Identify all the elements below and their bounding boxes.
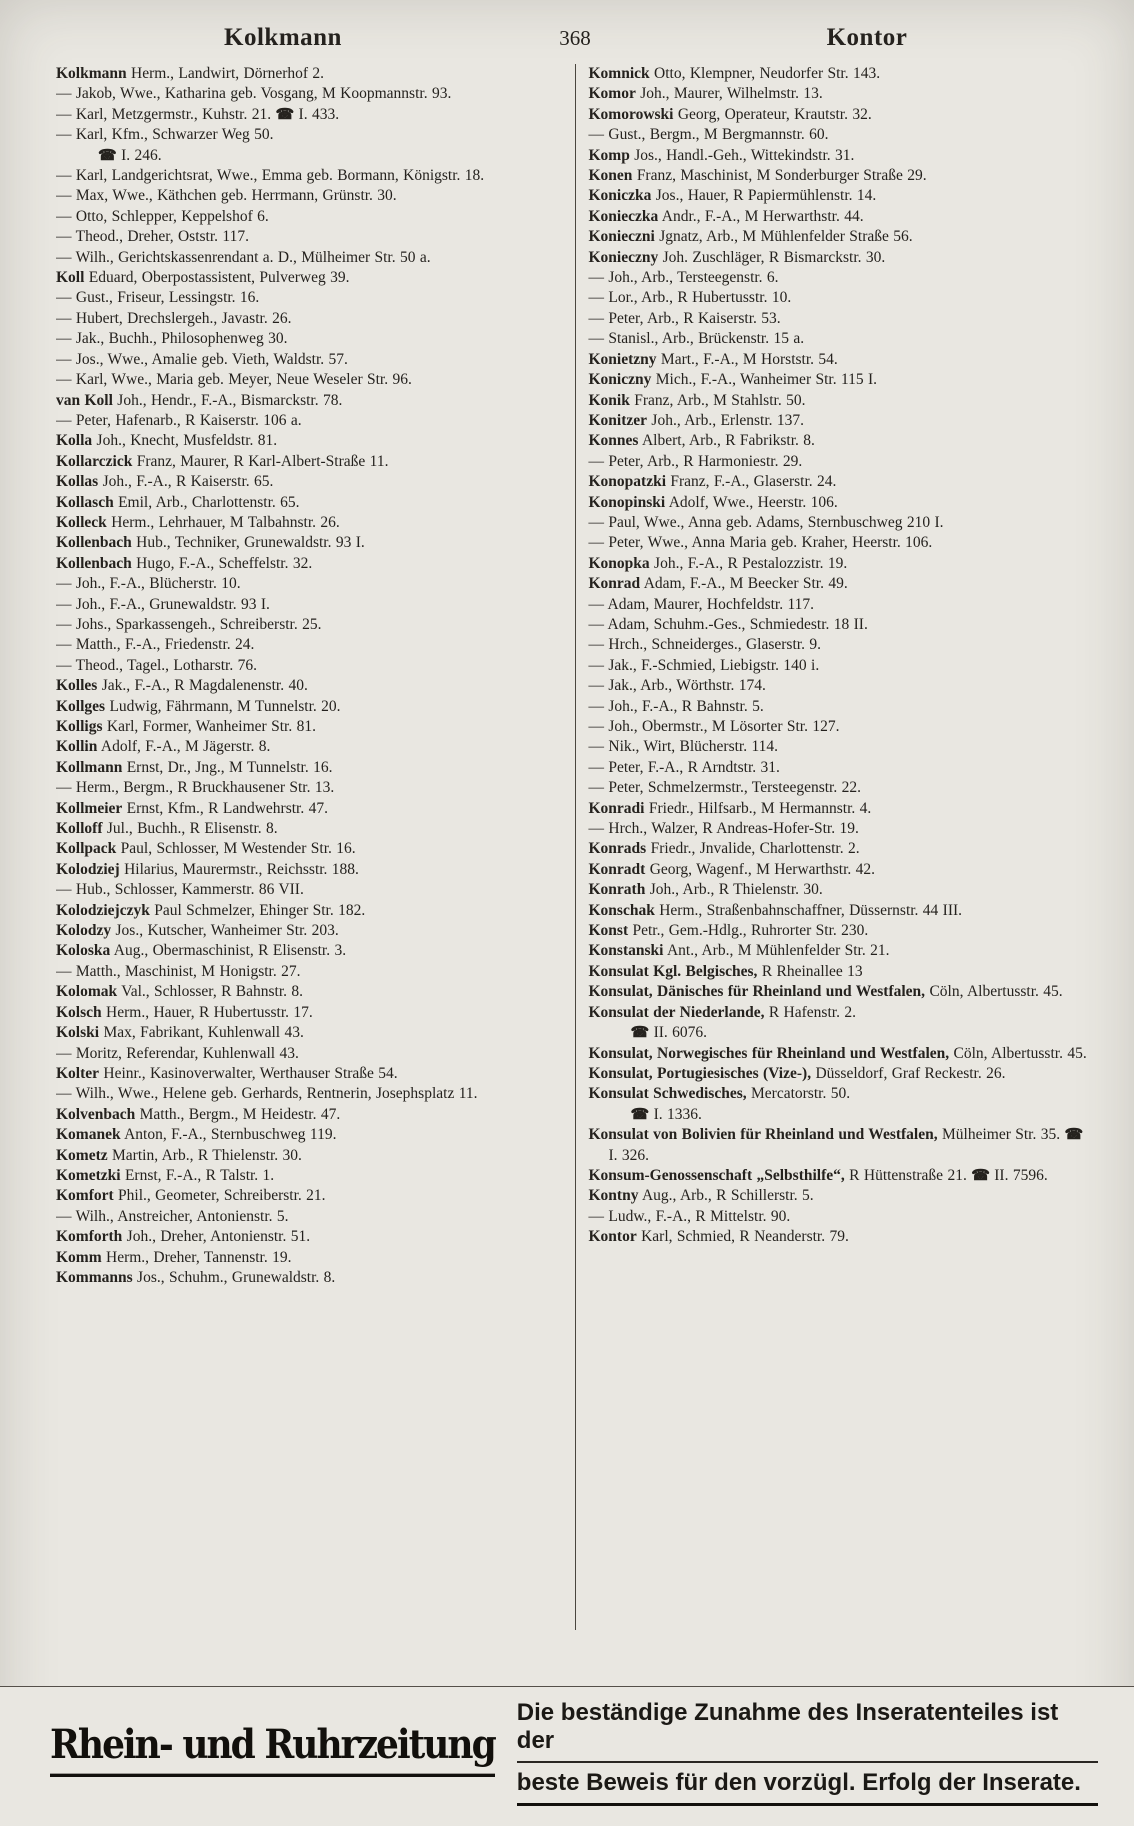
directory-entry: — Johs., Sparkassengeh., Schreiberstr. 25. bbox=[56, 615, 322, 633]
entry-surname: Konsulat, Portugiesisches (Vize-), bbox=[588, 1064, 812, 1082]
phone-icon: ☎ bbox=[98, 147, 117, 164]
entry-surname: Konsulat, Dänisches für Rheinland und Westfalen, bbox=[588, 983, 926, 1001]
directory-entry: Konsulat Schwedisches, Mercatorstr. 50. bbox=[588, 1085, 851, 1103]
directory-entry: — Peter, Arb., R Kaiserstr. 53. bbox=[588, 309, 781, 327]
entry-surname: Kollenbach bbox=[56, 554, 132, 572]
directory-entry: — Jak., Buchh., Philosophenweg 30. bbox=[56, 330, 288, 348]
directory-entry: Kolski Max, Fabrikant, Kuhlenwall 43. bbox=[56, 1024, 304, 1042]
newspaper-brand: Rhein- und Ruhrzeitung bbox=[50, 1721, 495, 1777]
entry-surname: Kolvenbach bbox=[56, 1105, 136, 1123]
entry-surname: Kometz bbox=[56, 1146, 108, 1164]
entry-surname: Kolodziej bbox=[56, 860, 120, 878]
entry-surname: Konieczni bbox=[588, 228, 655, 246]
same-surname-dash: — bbox=[56, 248, 76, 266]
entry-surname: Komforth bbox=[56, 1228, 123, 1246]
entry-surname: Konschak bbox=[588, 901, 655, 919]
same-surname-dash: — bbox=[56, 187, 76, 205]
directory-entry: — Paul, Wwe., Anna geb. Adams, Sternbuschweg 210 I. bbox=[588, 513, 944, 531]
directory-entry: Kometz Martin, Arb., R Thielenstr. 30. bbox=[56, 1146, 302, 1164]
directory-entry: — Stanisl., Arb., Brückenstr. 15 a. bbox=[588, 330, 805, 348]
directory-entry: Konsulat von Bolivien für Rheinland und Westfalen, Mülheimer Str. 35. ☎ I. 326. bbox=[588, 1126, 1084, 1164]
footer-ad bbox=[0, 1686, 1134, 1826]
directory-entry: — Joh., Obermstr., M Lösorter Str. 127. bbox=[588, 718, 840, 735]
same-surname-dash: — bbox=[56, 636, 76, 654]
same-surname-dash: — bbox=[56, 595, 76, 613]
directory-entry: Konst Petr., Gem.-Hdlg., Ruhrorter Str. 230. bbox=[588, 922, 869, 940]
directory-entry: Konsum-Genossenschaft „Selbsthilfe“, R Hüttenstraße 21. ☎ II. 7596. bbox=[588, 1166, 1048, 1184]
page-number: 368 bbox=[559, 26, 591, 50]
directory-entry: — Jos., Wwe., Amalie geb. Vieth, Waldstr. 57. bbox=[56, 350, 348, 368]
directory-entry: Kolomak Val., Schlosser, R Bahnstr. 8. bbox=[56, 983, 304, 1001]
directory-entry: Kollasch Emil, Arb., Charlottenstr. 65. bbox=[56, 493, 300, 511]
directory-entry: Konsulat, Portugiesisches (Vize-), Düsseldorf, Graf Reckestr. 26. bbox=[588, 1064, 1006, 1082]
same-surname-dash: — bbox=[588, 820, 609, 838]
directory-entry: — Hub., Schlosser, Kammerstr. 86 VII. bbox=[56, 881, 304, 899]
same-surname-dash: — bbox=[588, 289, 609, 307]
entry-surname: Koloska bbox=[56, 942, 111, 960]
same-surname-dash: — bbox=[56, 656, 76, 674]
same-surname-dash: — bbox=[56, 105, 76, 123]
header-keyword-left: Kolkmann bbox=[224, 24, 342, 51]
entry-surname: Kolla bbox=[56, 432, 93, 450]
entry-surname: Kollenbach bbox=[56, 534, 132, 552]
directory-entry: Kontor Karl, Schmied, R Neanderstr. 79. bbox=[588, 1228, 849, 1246]
entry-surname: Komnick bbox=[588, 65, 650, 82]
directory-entry: — Karl, Wwe., Maria geb. Meyer, Neue Weseler Str. 96. bbox=[56, 371, 412, 389]
directory-entry: Kolter Heinr., Kasinoverwalter, Werthauser Straße 54. bbox=[56, 1064, 398, 1082]
directory-entry: — Wilh., Anstreicher, Antonienstr. 5. bbox=[56, 1207, 289, 1225]
same-surname-dash: — bbox=[56, 126, 76, 144]
same-surname-dash: — bbox=[56, 962, 76, 980]
same-surname-dash: — bbox=[56, 350, 76, 368]
directory-entry: Komanek Anton, F.-A., Sternbuschweg 119. bbox=[56, 1126, 337, 1144]
entry-surname: Komp bbox=[588, 146, 630, 164]
directory-entry: — Jakob, Wwe., Katharina geb. Vosgang, M Koopmannstr. 93. bbox=[56, 85, 452, 103]
phone-icon: ☎ bbox=[630, 1025, 650, 1042]
phone-icon: ☎ bbox=[1064, 1127, 1084, 1144]
directory-entry: Kollmeier Ernst, Kfm., R Landwehrstr. 47. bbox=[56, 799, 328, 817]
same-surname-dash: — bbox=[588, 615, 608, 633]
directory-entry: — Hrch., Schneiderges., Glaserstr. 9. bbox=[588, 636, 821, 654]
directory-entry: — Theod., Tagel., Lotharstr. 76. bbox=[56, 656, 257, 674]
same-surname-dash: — bbox=[588, 595, 608, 613]
slogan-line-1: Die beständige Zunahme des Inseratenteiles ist der bbox=[517, 1697, 1098, 1763]
entry-surname: Koll bbox=[56, 269, 85, 287]
entry-surname: Konsulat der Niederlande, bbox=[588, 1003, 765, 1021]
same-surname-dash: — bbox=[56, 167, 76, 185]
same-surname-dash: — bbox=[56, 330, 76, 348]
directory-entry: Konopka Joh., F.-A., R Pestalozzistr. 19. bbox=[588, 554, 848, 572]
directory-entry: Kolloff Jul., Buchh., R Elisenstr. 8. bbox=[56, 820, 278, 838]
directory-columns bbox=[56, 64, 1094, 1630]
directory-entry: Konsulat Kgl. Belgisches, R Rheinallee 13 bbox=[588, 962, 863, 980]
directory-entry: Kollges Ludwig, Fährmann, M Tunnelstr. 20. bbox=[56, 697, 341, 715]
directory-entry: — Otto, Schlepper, Keppelshof 6. bbox=[56, 207, 269, 225]
directory-entry: Koll Eduard, Oberpostassistent, Pulverweg 39. bbox=[56, 269, 350, 287]
directory-entry: Kommanns Jos., Schuhm., Grunewaldstr. 8. bbox=[56, 1268, 336, 1286]
entry-surname: Kolsch bbox=[56, 1003, 102, 1021]
directory-entry: — Theod., Dreher, Oststr. 117. bbox=[56, 228, 249, 246]
phone-number-line: ☎ II. 6076. bbox=[630, 1024, 708, 1042]
directory-entry: Konrad Adam, F.-A., M Beecker Str. 49. bbox=[588, 575, 848, 593]
same-surname-dash: — bbox=[56, 1085, 76, 1103]
same-surname-dash: — bbox=[588, 697, 609, 715]
directory-entry: Kolles Jak., F.-A., R Magdalenenstr. 40. bbox=[56, 677, 308, 695]
entry-surname: Konopka bbox=[588, 554, 650, 572]
directory-entry: — Jak., Arb., Wörthstr. 174. bbox=[588, 677, 766, 695]
directory-entry: Kontny Aug., Arb., R Schillerstr. 5. bbox=[588, 1187, 814, 1205]
entry-surname: Kommanns bbox=[56, 1268, 133, 1286]
directory-entry: — Karl, Metzgermstr., Kuhstr. 21. ☎ I. 433. bbox=[56, 105, 340, 123]
directory-entry: — Max, Wwe., Käthchen geb. Herrmann, Grünstr. 30. bbox=[56, 187, 397, 205]
directory-entry: Koniczka Jos., Hauer, R Papiermühlenstr. 14. bbox=[588, 187, 877, 205]
directory-entry: — Joh., Arb., Tersteegenstr. 6. bbox=[588, 269, 779, 287]
entry-surname: Konst bbox=[588, 922, 629, 940]
entry-surname: Kollmann bbox=[56, 758, 123, 776]
entry-surname: van Koll bbox=[56, 391, 113, 409]
directory-entry: Komfort Phil., Geometer, Schreiberstr. 21. bbox=[56, 1187, 326, 1205]
directory-entry: Komforth Joh., Dreher, Antonienstr. 51. bbox=[56, 1228, 311, 1246]
directory-entry: Kollenbach Hub., Techniker, Grunewaldstr. 93 I. bbox=[56, 534, 365, 552]
entry-surname: Komor bbox=[588, 85, 636, 103]
same-surname-dash: — bbox=[588, 718, 609, 735]
directory-entry: Konopatzki Franz, F.-A., Glaserstr. 24. bbox=[588, 473, 837, 491]
directory-entry: — Gust., Bergm., M Bergmannstr. 60. bbox=[588, 126, 829, 144]
entry-surname: Kollpack bbox=[56, 840, 117, 858]
directory-entry: — Wilh., Wwe., Helene geb. Gerhards, Rentnerin, Josephsplatz 11. bbox=[56, 1085, 478, 1103]
directory-entry: — Peter, F.-A., R Arndtstr. 31. bbox=[588, 758, 780, 776]
directory-entry: Kolkmann Herm., Landwirt, Dörnerhof 2. bbox=[56, 65, 325, 82]
same-surname-dash: — bbox=[56, 228, 76, 246]
entry-surname: Konsulat, Norwegisches für Rheinland und Westfalen, bbox=[588, 1044, 950, 1062]
directory-entry: Kollarczick Franz, Maurer, R Karl-Albert-Straße 11. bbox=[56, 452, 389, 470]
directory-entry: Konopinski Adolf, Wwe., Heerstr. 106. bbox=[588, 493, 838, 511]
directory-entry: — Gust., Friseur, Lessingstr. 16. bbox=[56, 289, 260, 307]
directory-entry: Kometzki Ernst, F.-A., R Talstr. 1. bbox=[56, 1166, 275, 1184]
directory-entry: Konietzny Mart., F.-A., M Horststr. 54. bbox=[588, 350, 838, 368]
entry-surname: Kollges bbox=[56, 697, 106, 715]
directory-entry: — Hubert, Drechslergeh., Javastr. 26. bbox=[56, 309, 292, 327]
directory-entry: — Adam, Maurer, Hochfeldstr. 117. bbox=[588, 595, 815, 613]
entry-surname: Konsulat von Bolivien für Rheinland und Westfalen, bbox=[588, 1126, 938, 1144]
entry-surname: Konieczka bbox=[588, 207, 659, 225]
directory-entry: Konieczny Joh. Zuschläger, R Bismarckstr. 30. bbox=[588, 248, 886, 266]
directory-entry: Konradi Friedr., Hilfsarb., M Hermannstr. 4. bbox=[588, 799, 872, 817]
directory-entry: Komnick Otto, Klempner, Neudorfer Str. 143. bbox=[588, 65, 881, 82]
entry-surname: Konsum-Genossenschaft „Selbsthilfe“, bbox=[588, 1166, 845, 1184]
phone-icon: ☎ bbox=[971, 1167, 990, 1184]
entry-surname: Kollasch bbox=[56, 493, 114, 511]
directory-entry: Konieczka Andr., F.-A., M Herwarthstr. 44. bbox=[588, 207, 864, 225]
entry-surname: Kometzki bbox=[56, 1166, 121, 1184]
entry-surname: Kontor bbox=[588, 1228, 637, 1246]
directory-entry: van Koll Joh., Hendr., F.-A., Bismarckstr. 78. bbox=[56, 391, 343, 409]
same-surname-dash: — bbox=[588, 309, 609, 327]
same-surname-dash: — bbox=[588, 126, 609, 144]
same-surname-dash: — bbox=[588, 1207, 609, 1225]
directory-entry: Koloska Aug., Obermaschinist, R Elisenstr. 3. bbox=[56, 942, 347, 960]
entry-surname: Konieczny bbox=[588, 248, 659, 266]
entry-surname: Kolomak bbox=[56, 983, 118, 1001]
directory-entry: — Peter, Schmelzermstr., Tersteegenstr. 22. bbox=[588, 779, 861, 797]
phone-icon: ☎ bbox=[630, 1106, 650, 1123]
directory-entry: Kollenbach Hugo, F.-A., Scheffelstr. 32. bbox=[56, 554, 313, 572]
directory-entry: — Nik., Wirt, Blücherstr. 114. bbox=[588, 738, 779, 756]
directory-entry: Konen Franz, Maschinist, M Sonderburger Straße 29. bbox=[588, 167, 927, 185]
same-surname-dash: — bbox=[588, 738, 609, 756]
entry-surname: Komanek bbox=[56, 1126, 121, 1144]
entry-surname: Komfort bbox=[56, 1187, 114, 1205]
same-surname-dash: — bbox=[588, 452, 609, 470]
entry-surname: Konradt bbox=[588, 860, 646, 878]
directory-entry: Kollmann Ernst, Dr., Jng., M Tunnelstr. 16. bbox=[56, 758, 333, 776]
directory-entry: Konrads Friedr., Jnvalide, Charlottenstr. 2. bbox=[588, 840, 860, 858]
directory-entry: Konieczni Jgnatz, Arb., M Mühlenfelder Straße 56. bbox=[588, 228, 913, 246]
directory-entry: — Joh., F.-A., R Bahnstr. 5. bbox=[588, 697, 764, 715]
directory-entry: — Joh., F.-A., Blücherstr. 10. bbox=[56, 575, 241, 593]
same-surname-dash: — bbox=[56, 615, 76, 633]
entry-surname: Kolodziejczyk bbox=[56, 901, 150, 919]
entry-surname: Kolter bbox=[56, 1064, 100, 1082]
directory-entry: Konsulat der Niederlande, R Hafenstr. 2. bbox=[588, 1003, 856, 1021]
same-surname-dash: — bbox=[588, 636, 609, 654]
directory-entry: Kolsch Herm., Hauer, R Hubertusstr. 17. bbox=[56, 1003, 313, 1021]
same-surname-dash: — bbox=[56, 1044, 76, 1062]
directory-entry: Kolla Joh., Knecht, Musfeldstr. 81. bbox=[56, 432, 278, 450]
entry-surname: Konnes bbox=[588, 432, 639, 450]
entry-surname: Komorowski bbox=[588, 105, 674, 123]
directory-entry: Konsulat, Dänisches für Rheinland und Westfalen, Cöln, Albertusstr. 45. bbox=[588, 983, 1063, 1001]
entry-surname: Kollarczick bbox=[56, 452, 133, 470]
same-surname-dash: — bbox=[56, 289, 76, 307]
phone-icon: ☎ bbox=[275, 106, 295, 123]
entry-surname: Konsulat Kgl. Belgisches, bbox=[588, 962, 758, 980]
entry-surname: Konik bbox=[588, 391, 630, 409]
directory-entry: Konschak Herm., Straßenbahnschaffner, Düssernstr. 44 III. bbox=[588, 901, 963, 919]
directory-entry: — Peter, Arb., R Harmoniestr. 29. bbox=[588, 452, 803, 470]
entry-surname: Kollin bbox=[56, 738, 98, 756]
same-surname-dash: — bbox=[588, 779, 609, 797]
entry-surname: Koniczny bbox=[588, 371, 652, 389]
directory-entry: — Moritz, Referendar, Kuhlenwall 43. bbox=[56, 1044, 299, 1062]
footer-slogan bbox=[517, 1697, 1098, 1806]
same-surname-dash: — bbox=[56, 779, 76, 797]
entry-surname: Kontny bbox=[588, 1187, 639, 1205]
entry-surname: Kolligs bbox=[56, 718, 103, 735]
entry-surname: Konietzny bbox=[588, 350, 657, 368]
entry-surname: Koniczka bbox=[588, 187, 652, 205]
same-surname-dash: — bbox=[56, 1207, 76, 1225]
same-surname-dash: — bbox=[588, 330, 609, 348]
directory-entry: Konitzer Joh., Arb., Erlenstr. 137. bbox=[588, 411, 805, 429]
entry-surname: Konen bbox=[588, 167, 633, 185]
directory-entry: — Hrch., Walzer, R Andreas-Hofer-Str. 19. bbox=[588, 820, 859, 838]
directory-entry: — Herm., Bergm., R Bruckhausener Str. 13. bbox=[56, 779, 335, 797]
directory-entry: Kolodziej Hilarius, Maurermstr., Reichsstr. 188. bbox=[56, 860, 359, 878]
entry-surname: Kolles bbox=[56, 677, 98, 695]
directory-entry: — Ludw., F.-A., R Mittelstr. 90. bbox=[588, 1207, 791, 1225]
directory-entry: Komp Jos., Handl.-Geh., Wittekindstr. 31. bbox=[588, 146, 855, 164]
entry-surname: Kolski bbox=[56, 1024, 100, 1042]
entry-surname: Konopatzki bbox=[588, 473, 667, 491]
same-surname-dash: — bbox=[56, 411, 76, 429]
same-surname-dash: — bbox=[56, 881, 76, 899]
same-surname-dash: — bbox=[56, 85, 76, 103]
directory-entry: Komm Herm., Dreher, Tannenstr. 19. bbox=[56, 1248, 292, 1266]
directory-entry: Kolvenbach Matth., Bergm., M Heidestr. 47. bbox=[56, 1105, 341, 1123]
same-surname-dash: — bbox=[56, 309, 76, 327]
directory-entry: — Peter, Hafenarb., R Kaiserstr. 106 a. bbox=[56, 411, 302, 429]
directory-entry: — Joh., F.-A., Grunewaldstr. 93 I. bbox=[56, 595, 270, 613]
directory-entry: Konnes Albert, Arb., R Fabrikstr. 8. bbox=[588, 432, 815, 450]
directory-entry: Kollpack Paul, Schlosser, M Westender Str. 16. bbox=[56, 840, 356, 858]
directory-entry: — Matth., F.-A., Friedenstr. 24. bbox=[56, 636, 255, 654]
directory-entry: Konradt Georg, Wagenf., M Herwarthstr. 42. bbox=[588, 860, 876, 878]
same-surname-dash: — bbox=[56, 371, 76, 389]
same-surname-dash: — bbox=[588, 758, 609, 776]
directory-entry: Kollas Joh., F.-A., R Kaiserstr. 65. bbox=[56, 473, 274, 491]
entry-surname: Kollas bbox=[56, 473, 99, 491]
same-surname-dash: — bbox=[588, 269, 609, 287]
entry-surname: Konradi bbox=[588, 799, 645, 817]
entry-surname: Konitzer bbox=[588, 411, 648, 429]
directory-entry: — Karl, Landgerichtsrat, Wwe., Emma geb. Bormann, Königstr. 18. bbox=[56, 167, 485, 185]
entry-surname: Kollmeier bbox=[56, 799, 123, 817]
entry-surname: Konrath bbox=[588, 881, 646, 899]
entry-surname: Kolkmann bbox=[56, 65, 127, 82]
entry-surname: Komm bbox=[56, 1248, 102, 1266]
directory-entry: Kollin Adolf, F.-A., M Jägerstr. 8. bbox=[56, 738, 271, 756]
directory-entry: Kolodzy Jos., Kutscher, Wanheimer Str. 203. bbox=[56, 922, 339, 940]
directory-entry: Kolleck Herm., Lehrhauer, M Talbahnstr. 26. bbox=[56, 513, 340, 531]
directory-entry: Konstanski Ant., Arb., M Mühlenfelder Str. 21. bbox=[588, 942, 890, 960]
directory-entry: Konik Franz, Arb., M Stahlstr. 50. bbox=[588, 391, 806, 409]
header-keyword-right: Kontor bbox=[826, 24, 908, 51]
directory-entry: — Jak., F.-Schmied, Liebigstr. 140 i. bbox=[588, 656, 820, 674]
left-column bbox=[56, 64, 575, 1630]
entry-surname: Konsulat Schwedisches, bbox=[588, 1085, 747, 1103]
directory-entry: Konsulat, Norwegisches für Rheinland und Westfalen, Cöln, Albertusstr. 45. bbox=[588, 1044, 1087, 1062]
entry-surname: Konrad bbox=[588, 575, 641, 593]
directory-entry: — Matth., Maschinist, M Honigstr. 27. bbox=[56, 962, 301, 980]
directory-entry: Konrath Joh., Arb., R Thielenstr. 30. bbox=[588, 881, 823, 899]
entry-surname: Kolloff bbox=[56, 820, 103, 838]
phone-number-line: ☎ I. 246. bbox=[98, 146, 162, 164]
directory-entry: — Wilh., Gerichtskassenrendant a. D., Mülheimer Str. 50 a. bbox=[56, 248, 431, 266]
directory-entry: Komorowski Georg, Operateur, Krautstr. 32. bbox=[588, 105, 872, 123]
directory-entry: Kolligs Karl, Former, Wanheimer Str. 81. bbox=[56, 718, 316, 735]
entry-surname: Kolodzy bbox=[56, 922, 112, 940]
entry-surname: Konrads bbox=[588, 840, 647, 858]
same-surname-dash: — bbox=[588, 534, 609, 552]
same-surname-dash: — bbox=[588, 656, 609, 674]
directory-entry: Komor Joh., Maurer, Wilhelmstr. 13. bbox=[588, 85, 823, 103]
page-header bbox=[56, 24, 1094, 52]
entry-surname: Konopinski bbox=[588, 493, 666, 511]
directory-entry: Kolodziejczyk Paul Schmelzer, Ehinger Str. 182. bbox=[56, 901, 366, 919]
slogan-line-2: beste Beweis für den vorzügl. Erfolg der Inserate. bbox=[517, 1763, 1098, 1806]
entry-surname: Konstanski bbox=[588, 942, 664, 960]
directory-entry: — Adam, Schuhm.-Ges., Schmiedestr. 18 II. bbox=[588, 615, 868, 633]
directory-entry: — Karl, Kfm., Schwarzer Weg 50. bbox=[56, 126, 274, 144]
right-column bbox=[576, 64, 1095, 1630]
phone-number-line: ☎ I. 1336. bbox=[630, 1105, 702, 1123]
same-surname-dash: — bbox=[56, 575, 76, 593]
same-surname-dash: — bbox=[56, 207, 76, 225]
same-surname-dash: — bbox=[588, 513, 609, 531]
entry-surname: Kolleck bbox=[56, 513, 107, 531]
directory-entry: Koniczny Mich., F.-A., Wanheimer Str. 115 I. bbox=[588, 371, 878, 389]
same-surname-dash: — bbox=[588, 677, 609, 695]
directory-entry: — Peter, Wwe., Anna Maria geb. Kraher, Heerstr. 106. bbox=[588, 534, 933, 552]
directory-entry: — Lor., Arb., R Hubertusstr. 10. bbox=[588, 289, 792, 307]
